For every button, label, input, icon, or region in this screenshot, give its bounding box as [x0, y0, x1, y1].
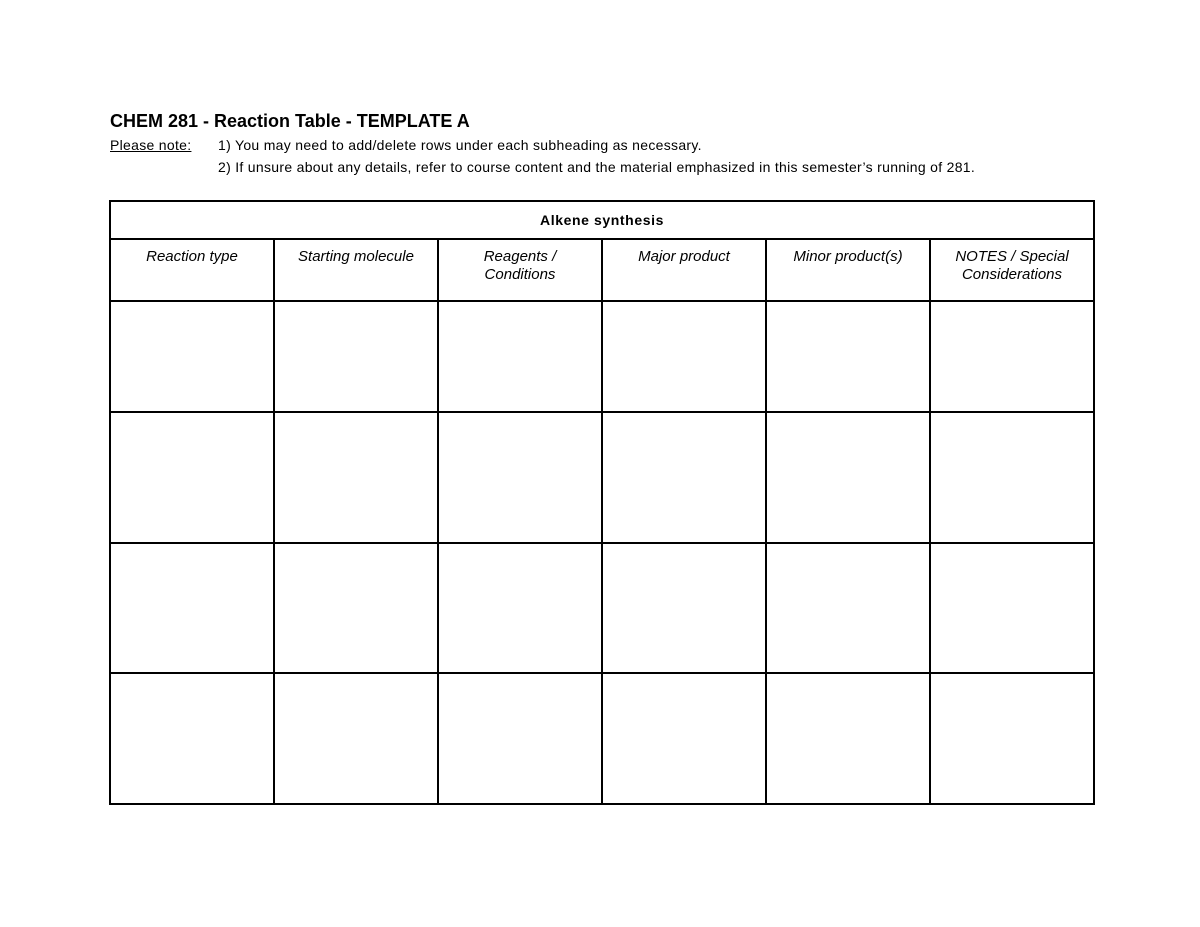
table-cell[interactable] [602, 543, 766, 673]
table-cell[interactable] [274, 412, 438, 543]
table-cell[interactable] [110, 412, 274, 543]
column-header-major-product [602, 239, 766, 301]
table-cell[interactable] [766, 543, 930, 673]
table-cell[interactable] [930, 412, 1094, 543]
table-row [110, 673, 1094, 804]
note-2: 2) If unsure about any details, refer to course content and the material emphasized in this semester’s running of 281. [218, 159, 976, 175]
column-header-label: Reagents / Conditions [483, 248, 557, 283]
column-header-label: Minor product(s) [793, 248, 903, 265]
table-cell[interactable] [274, 301, 438, 412]
table-cell[interactable] [602, 673, 766, 804]
column-header-label: Major product [638, 248, 730, 265]
table-cell[interactable] [438, 543, 602, 673]
table-row [110, 543, 1094, 673]
table-cell[interactable] [274, 673, 438, 804]
table-cell[interactable] [110, 673, 274, 804]
table-cell[interactable] [110, 301, 274, 412]
table-cell[interactable] [766, 301, 930, 412]
note-label: Please note: [110, 137, 192, 153]
table-cell[interactable] [438, 673, 602, 804]
column-header-label: NOTES / Special Considerations [955, 248, 1069, 283]
table-cell[interactable] [602, 412, 766, 543]
table-cell[interactable] [602, 301, 766, 412]
document-title: CHEM 281 - Reaction Table - TEMPLATE A [110, 111, 470, 131]
section-heading-row [110, 201, 1094, 239]
reaction-table [109, 200, 1095, 805]
table-row [110, 301, 1094, 412]
table-cell[interactable] [766, 673, 930, 804]
column-header-reagents-conditions [438, 239, 602, 301]
note-1: 1) You may need to add/delete rows under each subheading as necessary. [218, 137, 702, 153]
table-cell[interactable] [930, 301, 1094, 412]
table-cell[interactable] [930, 673, 1094, 804]
table-cell[interactable] [766, 412, 930, 543]
column-header-starting-molecule [274, 239, 438, 301]
column-header-label: Starting molecule [298, 248, 414, 265]
table-cell[interactable] [110, 543, 274, 673]
table-cell[interactable] [930, 543, 1094, 673]
column-header-minor-products [766, 239, 930, 301]
table-cell[interactable] [438, 412, 602, 543]
column-header-row [110, 239, 1094, 301]
column-header-reaction-type [110, 239, 274, 301]
table-cell[interactable] [274, 543, 438, 673]
section-heading: Alkene synthesis [110, 201, 1094, 239]
table-row [110, 412, 1094, 543]
column-header-label: Reaction type [146, 248, 238, 265]
column-header-notes [930, 239, 1094, 301]
table-cell[interactable] [438, 301, 602, 412]
